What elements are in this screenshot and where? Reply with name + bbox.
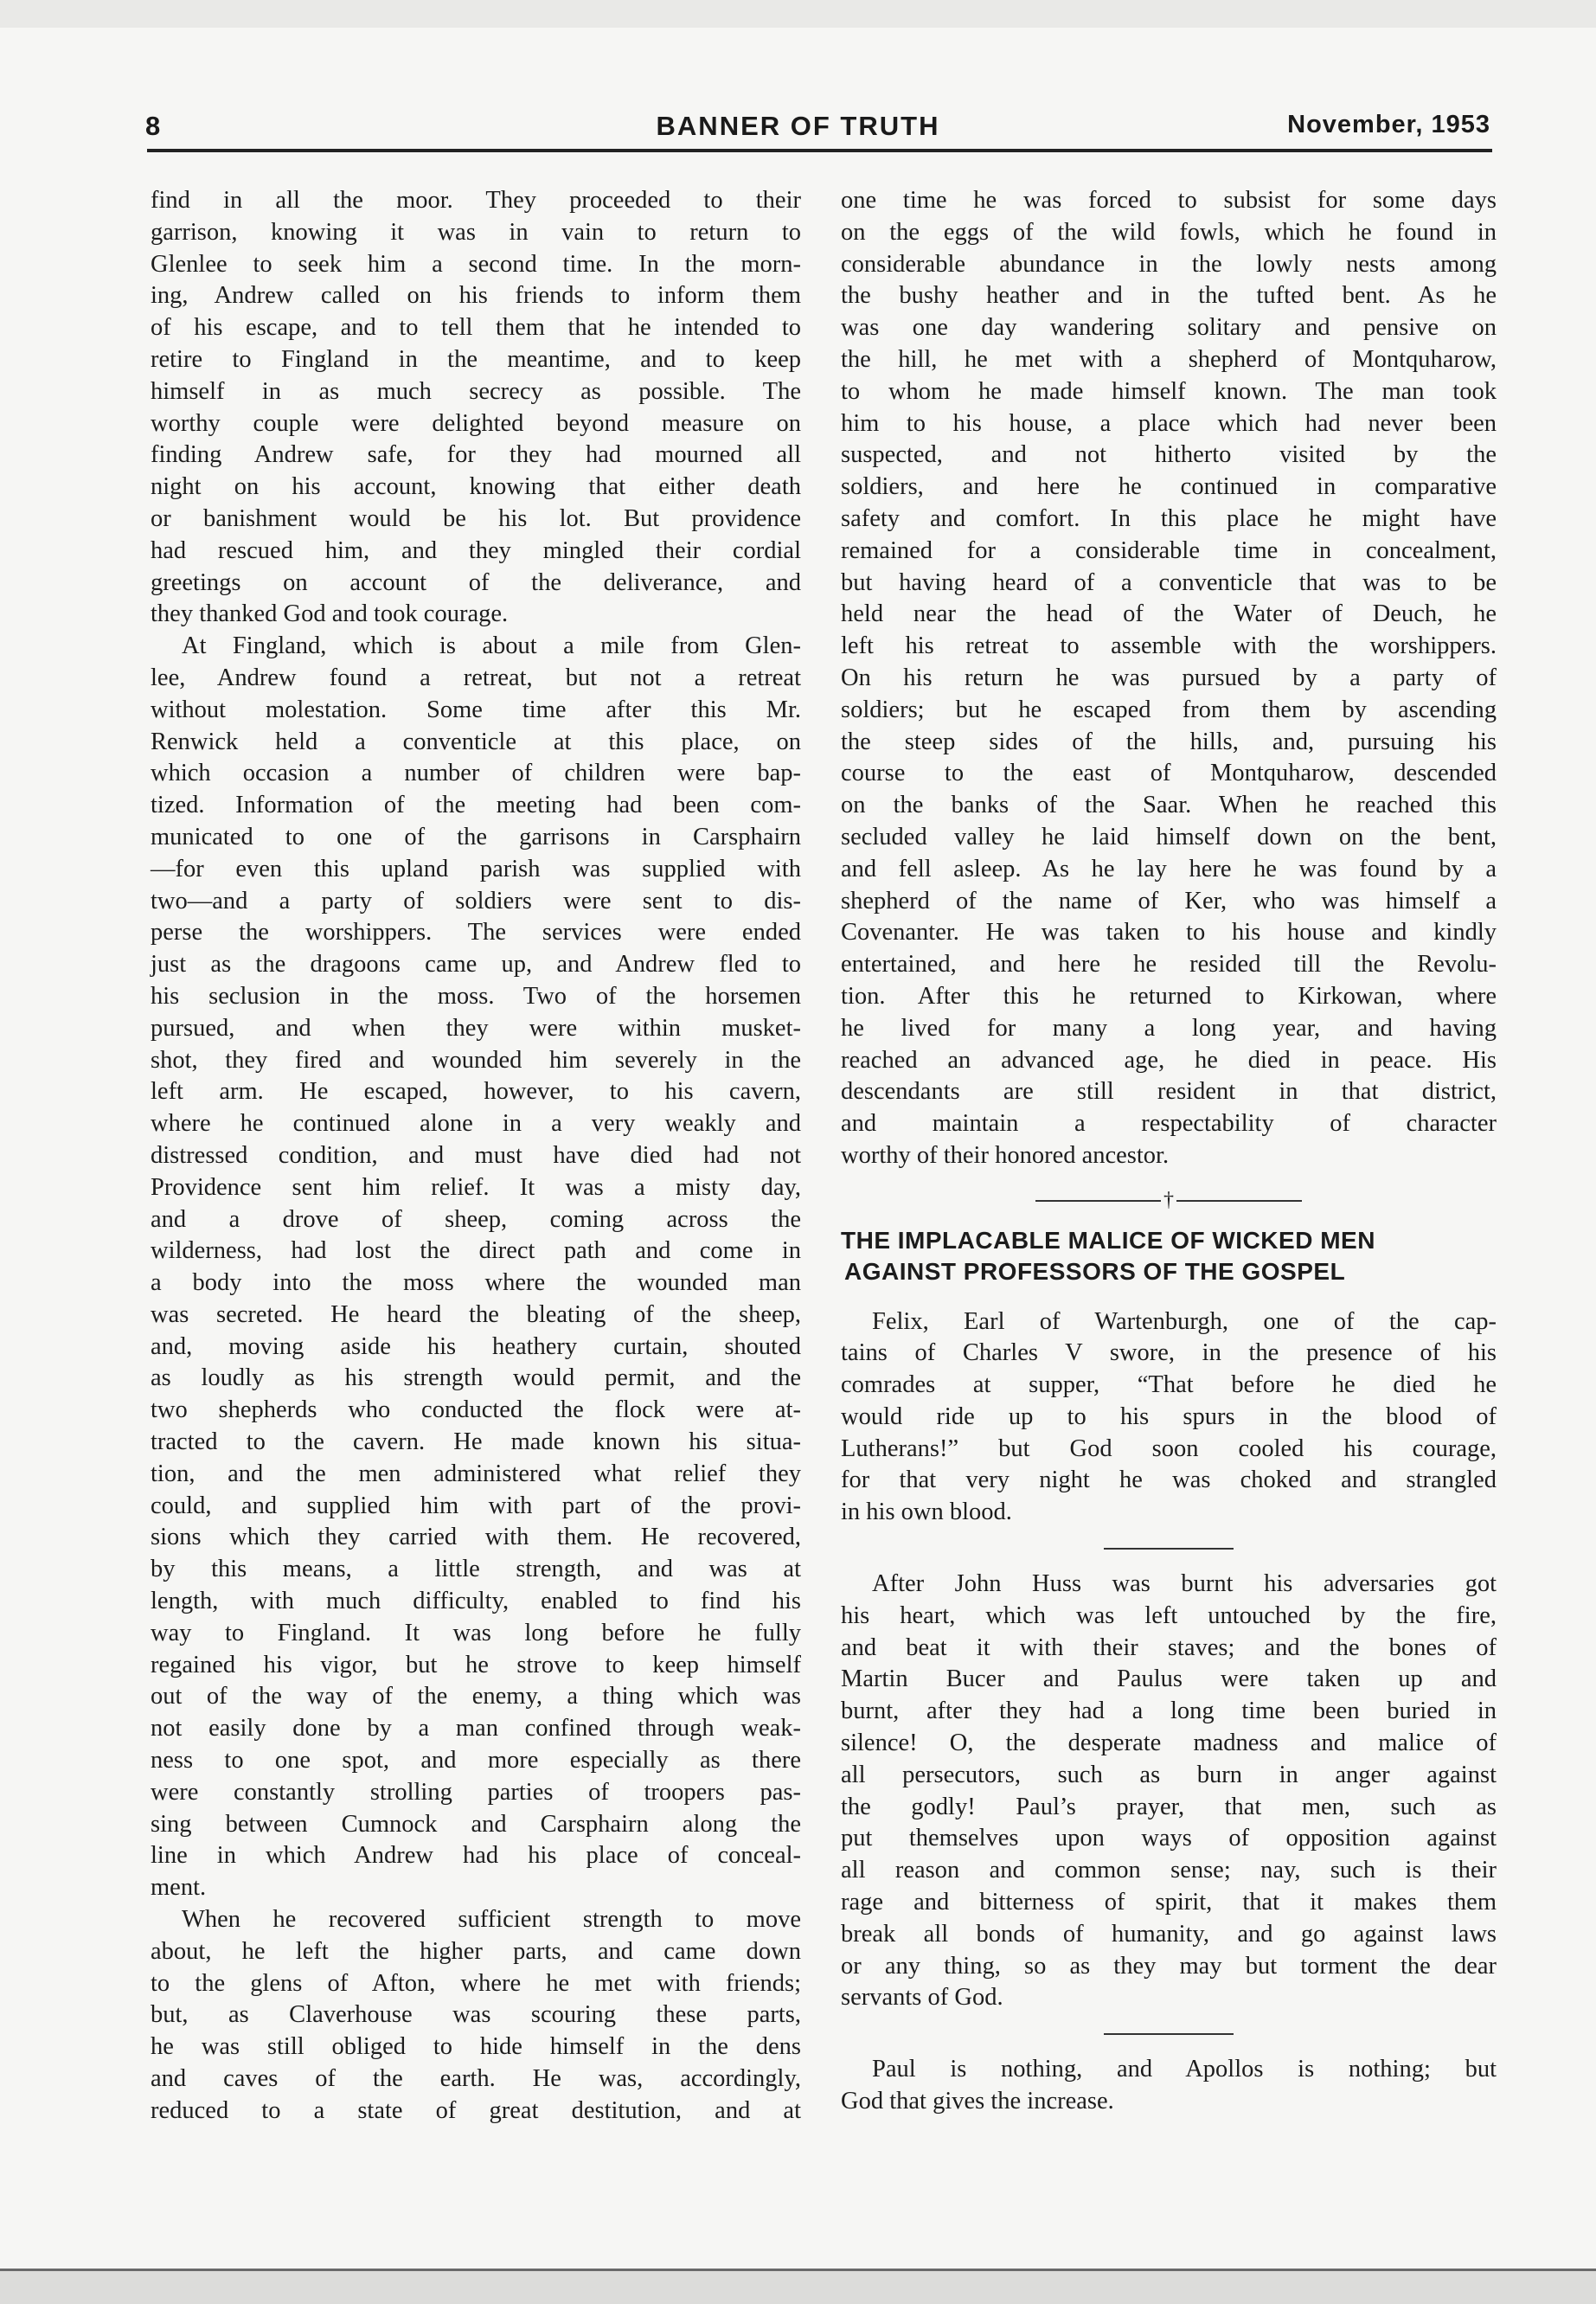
text-line: safety and comfort. In this place he might have	[841, 504, 1497, 532]
divider-bar-left	[1035, 1200, 1161, 1202]
text-line: and a drove of sheep, coming across the	[151, 1205, 801, 1233]
text-line: Paul is nothing, and Apollos is nothing; but	[872, 2056, 1497, 2083]
text-line: On his return he was pursued by a party of	[841, 664, 1497, 691]
text-line: comrades at supper, “That before he died he	[841, 1371, 1497, 1399]
text-line: reached an advanced age, he died in peace. His	[841, 1046, 1497, 1074]
text-line: could, and supplied him with part of the provi-	[151, 1492, 801, 1519]
text-line: was secreted. He heard the bleating of the sheep,	[151, 1300, 801, 1328]
text-line: way to Fingland. It was long before he fully	[151, 1619, 801, 1646]
text-line: shot, they fired and wounded him severely in the	[151, 1046, 801, 1074]
text-line: garrison, knowing it was in vain to return to	[151, 218, 801, 246]
text-line: —for even this upland parish was supplied with	[151, 855, 801, 882]
text-line: Covenanter. He was taken to his house and kindly	[841, 919, 1497, 947]
text-line: tracted to the cavern. He made known his situa-	[151, 1428, 801, 1456]
section-divider	[841, 1184, 1497, 1216]
text-line: Felix, Earl of Wartenburgh, one of the cap-	[872, 1307, 1497, 1335]
text-line: to the glens of Afton, where he met with friends;	[151, 1969, 801, 1997]
text-line: as loudly as his strength would permit, and the	[151, 1364, 801, 1392]
text-line: municated to one of the garrisons in Carsphairn	[151, 823, 801, 850]
text-line: Providence sent him relief. It was a misty day,	[151, 1173, 801, 1201]
text-line: on the eggs of the wild fowls, which he found in	[841, 218, 1497, 246]
article-paragraph	[841, 1569, 1497, 2014]
text-line: two shepherds who conducted the flock were at-	[151, 1396, 801, 1424]
text-line: tains of Charles V swore, in the presence of his	[841, 1339, 1497, 1367]
text-line: but, as Claverhouse was scouring these parts,	[151, 2001, 801, 2029]
text-line: a body into the moss where the wounded man	[151, 1269, 801, 1297]
text-line: himself in as much secrecy as possible. The	[151, 377, 801, 405]
text-line: find in all the moor. They proceeded to their	[151, 187, 801, 214]
text-line: his seclusion in the moss. Two of the horsemen	[151, 982, 801, 1010]
text-line: secluded valley he laid himself down on the bent,	[841, 823, 1497, 850]
text-line: perse the worshippers. The services were ended	[151, 919, 801, 947]
text-line: sing between Cumnock and Carsphairn along the	[151, 1810, 801, 1838]
text-line: entertained, and here he resided till the Revolu-	[841, 951, 1497, 979]
text-line: all reason and common sense; nay, such is their	[841, 1857, 1497, 1884]
text-line: Martin Bucer and Paulus were taken up and	[841, 1665, 1497, 1693]
text-line: pursued, and when they were within musket-	[151, 1014, 801, 1042]
issue-date: November, 1953	[1287, 111, 1490, 138]
text-line: God that gives the increase.	[841, 2088, 1114, 2115]
text-line: wilderness, had lost the direct path and come in	[151, 1237, 801, 1265]
text-line: the bushy heather and in the tufted bent. As he	[841, 282, 1497, 310]
text-line: they thanked God and took courage.	[151, 600, 509, 628]
text-line: on the banks of the Saar. When he reached this	[841, 792, 1497, 819]
text-line: greetings on account of the deliverance, and	[151, 568, 801, 596]
text-line: the godly! Paul’s prayer, that men, such as	[841, 1793, 1497, 1820]
text-line: and caves of the earth. He was, accordingly,	[151, 2065, 801, 2093]
text-line: which occasion a number of children were bap-	[151, 760, 801, 787]
paragraph	[151, 1904, 801, 2128]
text-line: soldiers, and here he continued in comparative	[841, 473, 1497, 501]
text-line: soldiers; but he escaped from them by ascending	[841, 696, 1497, 723]
text-line: where he continued alone in a very weakly and	[151, 1110, 801, 1138]
text-line: the steep sides of the hills, and, pursuing his	[841, 728, 1497, 755]
text-line: tized. Information of the meeting had been com-	[151, 792, 801, 819]
scan-bottom-edge	[0, 2269, 1596, 2304]
text-line: was one day wandering solitary and pensive on	[841, 314, 1497, 342]
text-line: and maintain a respectability of character	[841, 1110, 1497, 1138]
text-line: tion. After this he returned to Kirkowan, where	[841, 982, 1497, 1010]
text-line: to whom he made himself known. The man took	[841, 377, 1497, 405]
scan-top-edge	[0, 0, 1596, 28]
text-line: put themselves upon ways of opposition against	[841, 1825, 1497, 1852]
text-line: course to the east of Montquharow, descended	[841, 760, 1497, 787]
text-line: tion, and the men administered what relief they	[151, 1460, 801, 1487]
text-line: left his retreat to assemble with the worshippers.	[841, 632, 1497, 660]
text-line: just as the dragoons came up, and Andrew fled to	[151, 951, 801, 979]
text-line: silence! O, the desperate madness and malice of	[841, 1730, 1497, 1757]
left-column	[151, 185, 801, 2128]
text-line: rage and bitterness of spirit, that it makes them	[841, 1889, 1497, 1916]
text-line: sions which they carried with them. He recovered,	[151, 1524, 801, 1551]
header-rule	[147, 149, 1492, 152]
text-line: held near the head of the Water of Deuch, he	[841, 600, 1497, 628]
right-column	[841, 185, 1497, 2118]
text-line: At Fingland, which is about a mile from Glen-	[182, 632, 801, 660]
text-line: shepherd of the name of Ker, who was himself a	[841, 887, 1497, 915]
text-line: he lived for many a long year, and having	[841, 1014, 1497, 1042]
text-line: his heart, which was left untouched by the fire,	[841, 1601, 1497, 1629]
text-line: were constantly strolling parties of troopers pas-	[151, 1778, 801, 1806]
text-line: Lutherans!” but God soon cooled his courage,	[841, 1434, 1497, 1462]
text-line: ness to one spot, and more especially as there	[151, 1747, 801, 1775]
text-line: After John Huss was burnt his adversaries got	[872, 1570, 1497, 1598]
publication-title: BANNER OF TRUTH	[656, 111, 940, 141]
text-line: descendants are still resident in that district,	[841, 1078, 1497, 1106]
paragraph	[151, 185, 801, 631]
text-line: of his escape, and to tell them that he intended to	[151, 314, 801, 342]
text-line: When he recovered sufficient strength to move	[182, 1906, 801, 1934]
text-line: Glenlee to seek him a second time. In the morn-	[151, 250, 801, 278]
text-line: not easily done by a man confined through weak-	[151, 1715, 801, 1742]
dagger-ornament: †	[1163, 1188, 1174, 1211]
text-line: and fell asleep. As he lay here he was found by a	[841, 855, 1497, 882]
article-heading	[841, 1225, 1497, 1287]
text-line: Renwick held a conventicle at this place, on	[151, 728, 801, 755]
paragraph	[151, 631, 801, 1904]
heading-line: THE IMPLACABLE MALICE OF WICKED MEN	[841, 1226, 1375, 1254]
text-line: but having heard of a conventicle that was to be	[841, 568, 1497, 596]
text-line: length, with much difficulty, enabled to find his	[151, 1588, 801, 1615]
text-line: remained for a considerable time in concealment,	[841, 536, 1497, 564]
short-rule	[1104, 1548, 1234, 1550]
page-number: 8	[145, 111, 162, 141]
text-line: he was still obliged to hide himself in the dens	[151, 2033, 801, 2061]
text-line: worthy couple were delighted beyond measure on	[151, 409, 801, 437]
short-rule	[1104, 2033, 1234, 2035]
text-line: considerable abundance in the lowly nests among	[841, 250, 1497, 278]
text-line: about, he left the higher parts, and came down	[151, 1937, 801, 1965]
text-line: out of the way of the enemy, a thing which was	[151, 1683, 801, 1710]
text-line: would ride up to his spurs in the blood of	[841, 1402, 1497, 1430]
text-line: the hill, he met with a shepherd of Montquharow,	[841, 345, 1497, 373]
text-line: line in which Andrew had his place of conceal-	[151, 1842, 801, 1870]
article-paragraph	[841, 1306, 1497, 1530]
text-line: finding Andrew safe, for they had mourned all	[151, 441, 801, 469]
text-line: one time he was forced to subsist for some days	[841, 187, 1497, 214]
text-line: or banishment would be his lot. But providence	[151, 504, 801, 532]
text-line: and beat it with their staves; and the bones of	[841, 1633, 1497, 1661]
text-line: lee, Andrew found a retreat, but not a retreat	[151, 664, 801, 691]
text-line: retire to Fingland in the meantime, and to keep	[151, 345, 801, 373]
text-line: or any thing, so as they may but torment the dear	[841, 1952, 1497, 1980]
text-line: by this means, a little strength, and was at	[151, 1556, 801, 1583]
text-line: distressed condition, and must have died had not	[151, 1141, 801, 1169]
text-line: break all bonds of humanity, and go against laws	[841, 1920, 1497, 1948]
heading-line: AGAINST PROFESSORS OF THE GOSPEL	[844, 1257, 1346, 1285]
text-line: regained his vigor, but he strove to keep himself	[151, 1651, 801, 1678]
text-line: left arm. He escaped, however, to his cavern,	[151, 1078, 801, 1106]
text-line: had rescued him, and they mingled their cordial	[151, 536, 801, 564]
text-line: ment.	[151, 1874, 207, 1902]
text-line: and, moving aside his heathery curtain, shouted	[151, 1332, 801, 1360]
text-line: reduced to a state of great destitution, and at	[151, 2096, 801, 2124]
text-line: in his own blood.	[841, 1499, 1012, 1526]
text-line: worthy of their honored ancestor.	[841, 1141, 1170, 1169]
text-line: him to his house, a place which had never been	[841, 409, 1497, 437]
text-line: ing, Andrew called on his friends to inform them	[151, 282, 801, 310]
text-line: two—and a party of soldiers were sent to dis-	[151, 887, 801, 915]
text-line: for that very night he was choked and strangled	[841, 1466, 1497, 1494]
article-paragraph	[841, 2054, 1497, 2118]
text-line: servants of God.	[841, 1984, 1003, 2012]
divider-bar-right	[1176, 1200, 1302, 1202]
story-continuation	[841, 185, 1497, 1172]
text-line: suspected, and not hitherto visited by the	[841, 441, 1497, 469]
text-line: night on his account, knowing that either death	[151, 473, 801, 501]
text-line: all persecutors, such as burn in anger against	[841, 1761, 1497, 1788]
text-line: burnt, after they had a long time been buried in	[841, 1698, 1497, 1725]
text-line: without molestation. Some time after this Mr.	[151, 696, 801, 723]
